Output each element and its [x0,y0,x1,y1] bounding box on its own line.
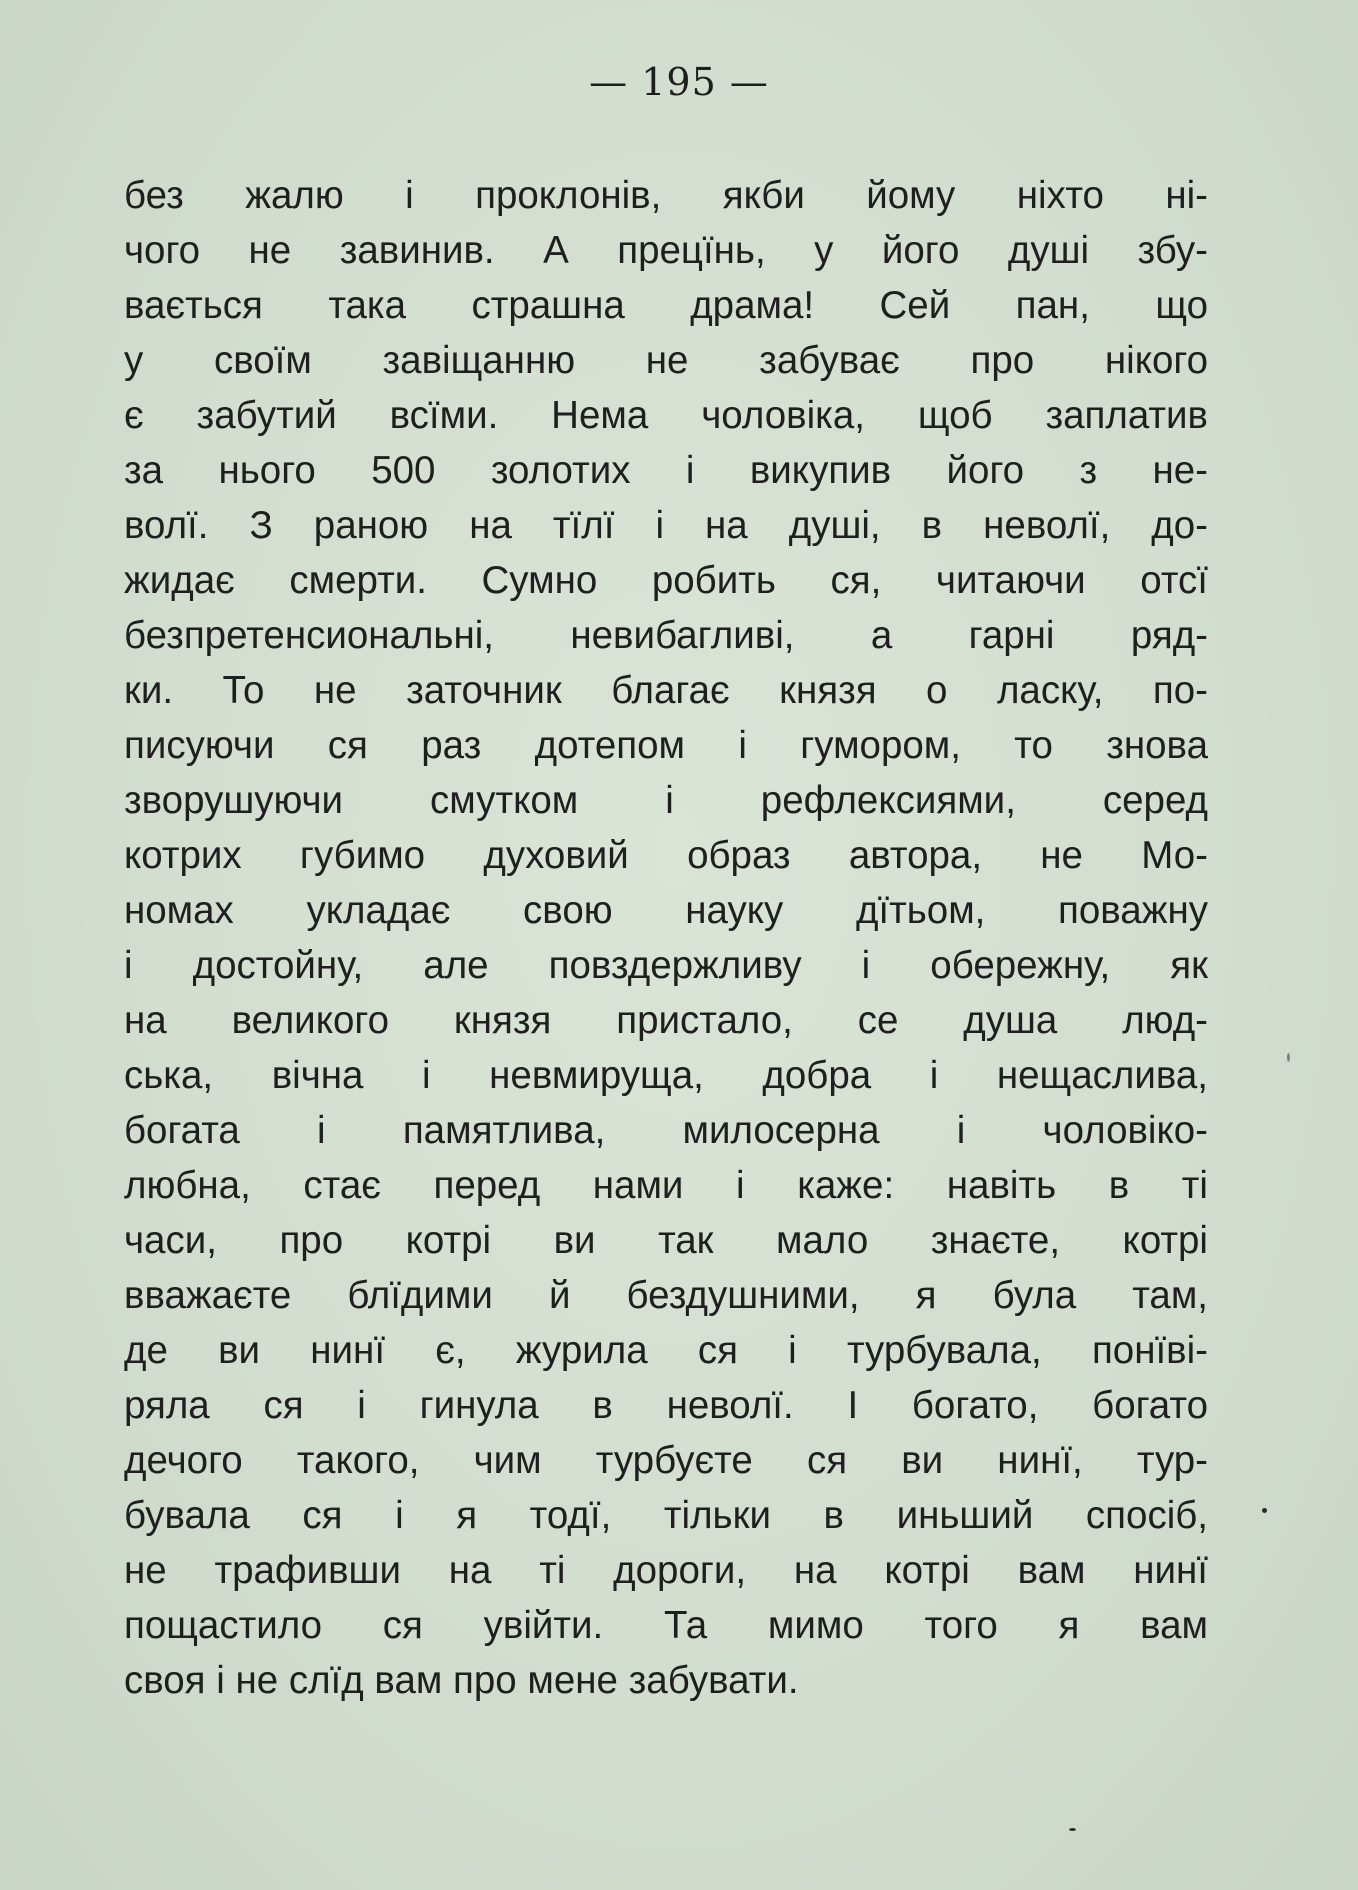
text-line: своя і не слїд вам про мене забувати. [124,1659,799,1702]
text-line: безпретенсиональні, невибагливі, а гарні ряд- [124,614,1208,657]
print-speck [1069,1828,1076,1831]
text-line: жидає смерти. Сумно робить ся, читаючи отсї [124,559,1208,602]
text-line: вважаєте блїдими й бездушними, я була там, [124,1274,1208,1317]
text-line: де ви нинї є, журила ся і турбувала, понїві- [124,1329,1208,1372]
text-line: ки. То не заточник благає князя о ласку, по- [124,669,1208,712]
body-text [124,168,1208,1708]
print-speck [1262,1508,1267,1513]
text-line: вається така страшна драма! Сей пан, що [124,284,1208,327]
text-line: за нього 500 золотих і викупив його з не- [124,449,1208,492]
text-line: номах укладає свою науку дїтьом, поважну [124,889,1208,932]
text-line: зворушуючи смутком і рефлексиями, серед [124,779,1208,822]
text-line: бувала ся і я тодї, тільки в иньший спосіб, [124,1494,1208,1537]
text-line: дечого такого, чим турбуєте ся ви нинї, тур- [124,1439,1208,1482]
text-line: любна, стає перед нами і каже: навіть в ті [124,1164,1208,1207]
text-line: на великого князя пристало, се душа люд- [124,999,1208,1042]
text-line: у своїм завіщанню не забуває про нікого [124,339,1208,382]
page-number: — 195 — [589,60,769,104]
text-line: ська, вічна і невмируща, добра і нещаслива, [124,1054,1208,1097]
text-line: писуючи ся раз дотепом і гумором, то знова [124,724,1208,767]
text-line: не трафивши на ті дороги, на котрі вам нинї [124,1549,1208,1592]
print-speck [1287,1053,1290,1062]
text-line: богата і памятлива, милосерна і чоловіко- [124,1109,1208,1152]
text-line: котрих губимо духовий образ автора, не Мо- [124,834,1208,877]
text-line: пощастило ся увійти. Та мимо того я вам [124,1604,1208,1647]
text-line: чого не завинив. А прецїнь, у його душі збу- [124,229,1208,272]
text-line: є забутий всїми. Нема чоловіка, щоб заплатив [124,394,1208,437]
text-line: і достойну, але повздержливу і обережну, як [124,944,1208,987]
text-line: без жалю і проклонів, якби йому ніхто ні- [124,174,1208,217]
text-line: волї. З раною на тїлї і на душі, в неволї, до- [124,504,1208,547]
text-line: ряла ся і гинула в неволї. І богато, богато [124,1384,1208,1427]
text-line: часи, про котрі ви так мало знаєте, котрі [124,1219,1208,1262]
